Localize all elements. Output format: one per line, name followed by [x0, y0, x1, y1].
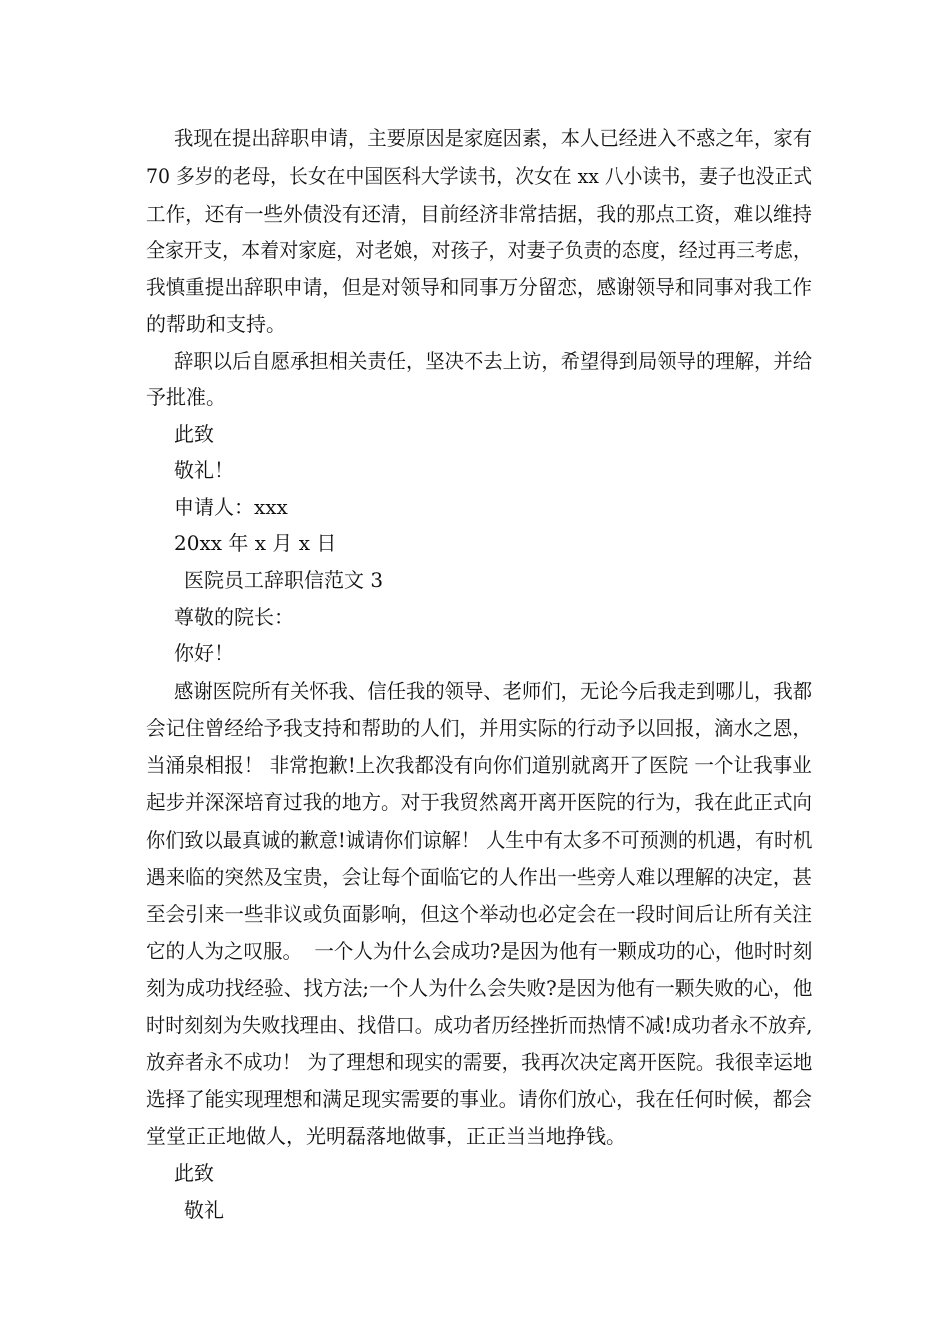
greeting-text: 你好！ [174, 641, 234, 665]
paragraph-line: 的帮助和支持。 [146, 312, 286, 336]
paragraph-line: 你们致以最真诚的歉意!诚请你们谅解！ 人生中有太多不可预测的机遇，有时机 [146, 828, 813, 852]
closing-text: 此致 [174, 1161, 214, 1185]
paragraph-line: 放弃者永不成功！ 为了理想和现实的需要，我再次决定离开医院。我很幸运地 [146, 1050, 813, 1074]
section-heading: 医院员工辞职信范文 3 [184, 568, 384, 592]
paragraph-line: 遇来临的突然及宝贵，会让每个面临它的人作出一些旁人难以理解的决定，甚 [146, 865, 812, 889]
date-line: 20xx 年 x 月 x 日 [174, 531, 337, 555]
paragraph-line: 工作，还有一些外债没有还清，目前经济非常拮据，我的那点工资，难以维持 [146, 202, 812, 226]
paragraph-line: 全家开支，本着对家庭，对老娘，对孩子，对妻子负责的态度，经过再三考虑， [146, 238, 812, 262]
closing-text: 此致 [174, 422, 214, 446]
paragraph-line: 予批准。 [146, 385, 226, 409]
applicant-line: 申请人：xxx [174, 495, 288, 519]
salutation-text: 敬礼！ [174, 458, 234, 482]
paragraph-line: 时时刻刻为失败找理由、找借口。成功者历经挫折而热情不减!成功者永不放弃, [146, 1013, 813, 1037]
paragraph-line: 70 多岁的老母，长女在中国医科大学读书，次女在 xx 八小读书，妻子也没正式 [146, 164, 813, 188]
paragraph-line: 感谢医院所有关怀我、信任我的领导、老师们，无论今后我走到哪儿，我都 [174, 679, 813, 703]
paragraph-line: 选择了能实现理想和满足现实需要的事业。请你们放心，我在任何时候，都会 [146, 1087, 812, 1111]
paragraph-line: 辞职以后自愿承担相关责任，坚决不去上访，希望得到局领导的理解，并给 [174, 349, 813, 373]
salutation-text: 敬礼 [184, 1198, 224, 1222]
paragraph-line: 会记住曾经给予我支持和帮助的人们，并用实际的行动予以回报，滴水之恩， [146, 716, 812, 740]
paragraph-line: 堂堂正正地做人，光明磊落地做事，正正当当地挣钱。 [146, 1124, 626, 1148]
paragraph-line: 起步并深深培育过我的地方。对于我贸然离开离开医院的行为，我在此正式向 [146, 790, 812, 814]
paragraph-line: 我现在提出辞职申请，主要原因是家庭因素，本人已经进入不惑之年，家有 [174, 126, 813, 150]
paragraph-line: 我慎重提出辞职申请，但是对领导和同事万分留恋，感谢领导和同事对我工作 [146, 275, 812, 299]
greeting-recipient: 尊敬的院长： [174, 605, 294, 629]
paragraph-line: 刻为成功找经验、找方法;一个人为什么会失败?是因为他有一颗失败的心，他 [146, 976, 813, 1000]
paragraph-line: 它的人为之叹服。 一个人为什么会成功?是因为他有一颗成功的心，他时时刻 [146, 939, 813, 963]
paragraph-line: 当涌泉相报！ 非常抱歉!上次我都没有向你们道别就离开了医院 一个让我事业 [146, 753, 812, 777]
paragraph-line: 至会引来一些非议或负面影响，但这个举动也必定会在一段时间后让所有关注 [146, 902, 812, 926]
